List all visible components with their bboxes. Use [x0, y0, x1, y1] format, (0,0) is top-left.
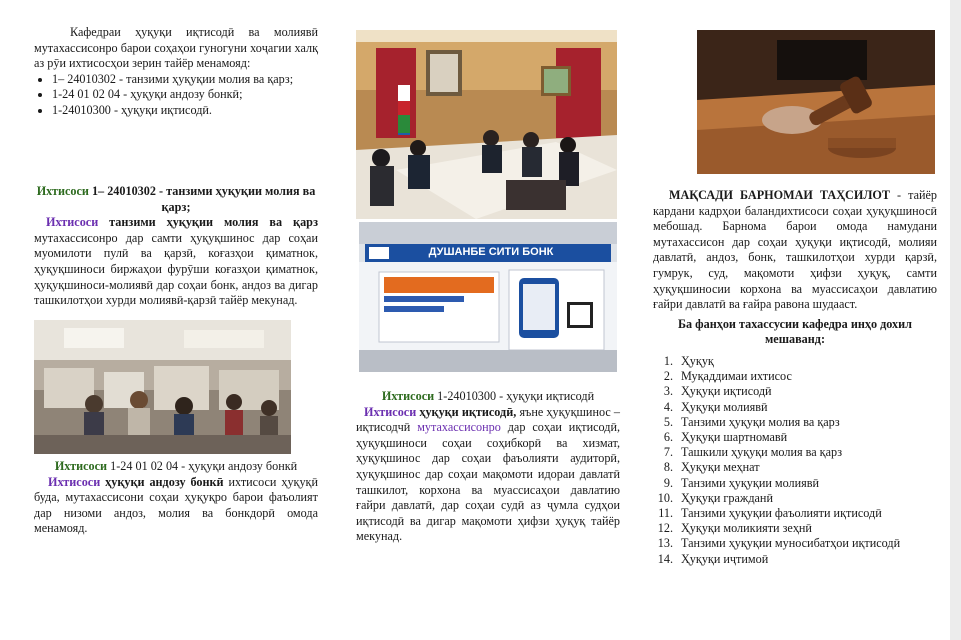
subject-item: [653, 506, 937, 521]
subject-item: [653, 384, 937, 399]
gavel-photo: [697, 30, 935, 174]
subject-item: [653, 354, 937, 369]
subject-label: Ҳуқуқ: [681, 353, 714, 368]
subject-number: 7.: [663, 445, 673, 460]
column-left: [34, 25, 318, 119]
subject-number: 9.: [663, 475, 673, 490]
subject-label: Ҳуқуқи молиявӣ: [681, 399, 768, 414]
subject-label: Муқаддимаи ихтисос: [681, 369, 792, 384]
subjects-list: [653, 354, 937, 567]
subject-item: [653, 430, 937, 445]
subject-number: 6.: [663, 429, 673, 444]
subject-item: [653, 460, 937, 475]
bank-sign: ДУШАНБЕ СИТИ БОНК: [428, 246, 554, 258]
subject-number: 1.: [663, 353, 673, 368]
subject-label: Ҳуқуқи шартномавӣ: [681, 429, 788, 444]
intro-text: Кафедраи ҳуқуқи иқтисодӣ ва молиявӣ мутахассисонро барои соҳаҳои гуногуни хоҷагии халқ аз рӯи ихтисосҳои зерин тайёр менамояд:: [34, 25, 318, 71]
subject-item: [653, 491, 937, 506]
subject-label: Танзими ҳуқуқии фаъолияти иқтисодӣ: [681, 505, 882, 520]
subject-label: Танзими ҳуқуқи молия ва қарз: [681, 414, 840, 429]
subject-item: [653, 445, 937, 460]
specialty-1-description: Ихтисоси танзими ҳуқуқии молия ва қарз мутахассисонро дар самти ҳуқуқшинос дар соҳаи муомилоти пулӣ ва қарзӣ, коғазҳои қиматнок, ҳуқуқшиноси биржаҳои фурӯши коғазҳои қиматнок, ҳуқуқшиноси-молиявӣ дар соҳаи бонк, андоз ва дигар ташкилотҳои хурди молиявӣ-қарзӣ тайёр мекунад.: [34, 215, 318, 308]
subject-number: 5.: [663, 414, 673, 429]
subject-label: Ҳуқуқи меҳнат: [681, 460, 760, 475]
subject-label: Ҳуқуқи иҷтимоӣ: [681, 551, 769, 566]
column-right: [653, 188, 937, 567]
subject-number: 10.: [657, 490, 673, 505]
specialty-3-description: Ихтисоси ҳуқуқи иқтисодӣ, яъне ҳуқуқшинос – иқтисодчӣ мутахассисонро дар соҳаи иқтисодӣ, ҳуқуқшиноси соҳаи соҳибкорӣ ва хизмат, ҳуқуқшинос дар соҳаи фаъолияти аудиторӣ, ҳуқуқшинос дар соҳаи мақомоти идораи давлатӣ ташкилот, корхона ва муассисаҳои давлатию ғайри давлатӣ, дар соҳаи судӣ аз ҷумла судҳои иқтисодӣ ва дигар мақомоти ҳифзи ҳуқуқ тайёр мекунад.: [356, 404, 621, 544]
specialty-1-block: [34, 184, 318, 309]
subject-item: [653, 400, 937, 415]
specialty-item: • 1– 24010302 - танзими ҳуқуқии молия ва қарз;: [52, 72, 318, 88]
subject-number: 8.: [663, 460, 673, 475]
subject-number: 3.: [663, 384, 673, 399]
subject-item: [653, 536, 937, 551]
specialty-2-block: [34, 459, 318, 537]
specialty-item: • 1-24010300 - ҳуқуқи иқтисодӣ.: [52, 103, 318, 119]
program-goal: МАҚСАДИ БАРНОМАИ ТАҲСИЛОТ - тайёр кардани кадрҳои баландихтисоси соҳаи ҳуқуқшиносӣ мебошад. Барнома барои омода намудани мутахассисон дар соҳаи ҳуқуқи иқтисодӣ, молияи давлатӣ, андоз, бонк, ташкилотҳои хурди қарзӣ, гумрук, суд, мақомоти ҳифзи ҳуқуқ, самти ҳуқуқшиносии корхона ва муассисаҳои давлатию ғайри давлатӣ ва ғайра равона шудааст.: [653, 188, 938, 312]
subjects-title: Ба фанҳои тахассусии кафедра инҳо дохил мешаванд:: [677, 316, 913, 347]
specialty-3-block: [356, 389, 620, 545]
subject-number: 2.: [663, 369, 673, 384]
subject-label: Ҳуқуқи моликияти зеҳнӣ: [681, 521, 812, 536]
specialty-3-heading: Ихтисоси 1-24010300 - ҳуқуқи иқтисодӣ: [381, 389, 595, 403]
subject-label: Танзими ҳуқуқии молиявӣ: [681, 475, 820, 490]
bank-hall-photo: [34, 320, 291, 454]
subject-number: 4.: [663, 399, 673, 414]
subject-number: 12.: [657, 521, 673, 536]
specialty-1-heading: Ихтисоси 1– 24010302 - танзими ҳуқуқии молия ва қарз;: [36, 184, 316, 214]
subject-number: 14.: [657, 551, 673, 566]
subject-item: [653, 415, 937, 430]
subject-item: [653, 521, 937, 536]
specialty-2-description: Ихтисоси ҳуқуқи андозу бонкӣ ихтисоси ҳуқуқӣ буда, мутахассисони соҳаи ҳуқуқро барои фаъолият дар низоми андоз, молия ва бонкдорӣ омода менамояд.: [34, 474, 318, 536]
subject-label: Ҳуқуқи гражданӣ: [681, 490, 773, 505]
specialty-list: [34, 72, 318, 119]
bank-branch-photo: [359, 222, 617, 372]
subject-label: Танзими ҳуқуқии муносибатҳои иқтисодӣ: [681, 536, 901, 551]
subject-item: [653, 369, 937, 384]
meeting-room-photo: [356, 30, 617, 219]
subject-item: [653, 476, 937, 491]
subject-number: 13.: [657, 536, 673, 551]
program-goal-title: МАҚСАДИ БАРНОМАИ ТАҲСИЛОТ: [669, 188, 891, 202]
page-edge: [950, 0, 961, 640]
subject-number: 11.: [658, 505, 673, 520]
specialty-item: • 1-24 01 02 04 - ҳуқуқи андозу бонкӣ;: [52, 87, 318, 103]
subject-label: Ҳуқуқи иқтисодӣ: [681, 384, 772, 399]
subject-item: [653, 552, 937, 567]
specialty-2-heading: Ихтисоси 1-24 01 02 04 - ҳуқуқи андозу бонкӣ: [54, 459, 298, 473]
subject-label: Ташкили ҳуқуқи молия ва қарз: [681, 445, 843, 460]
